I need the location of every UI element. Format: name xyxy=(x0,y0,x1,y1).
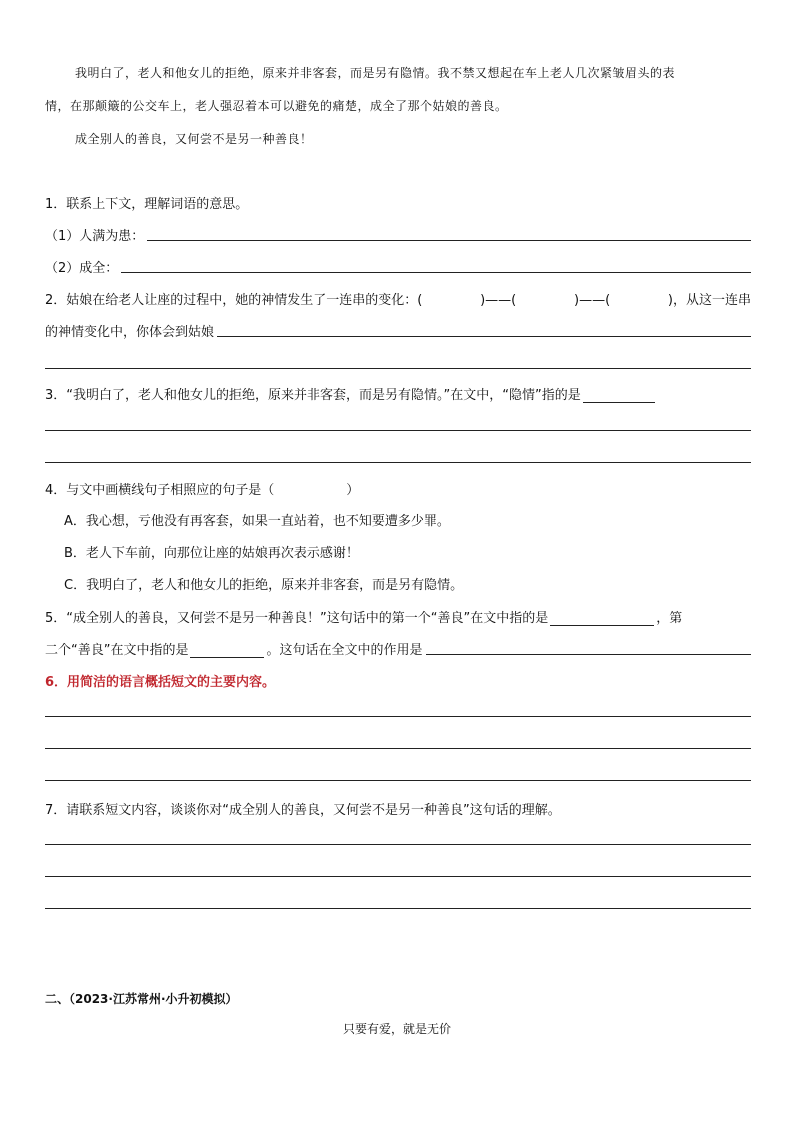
q3-text: 3．“我明白了，老人和他女儿的拒绝，原来并非客套，而是另有隐情。”在文中，“隐情”指的是 xyxy=(45,388,581,403)
q2-answer-line-1[interactable] xyxy=(217,336,751,337)
q7-answer-line-1[interactable] xyxy=(45,844,751,845)
q6-answer-line-3[interactable] xyxy=(45,780,751,781)
q5-text-2: ，第 xyxy=(656,611,683,626)
q6-answer-line-1[interactable] xyxy=(45,716,751,717)
q5-line-1 xyxy=(45,604,751,626)
passage-line-3: 成全别人的善良，又何尝不是另一种善良！ xyxy=(75,132,313,146)
q4-option-b[interactable]: B．老人下车前，向那位让座的姑娘再次表示感谢！ xyxy=(64,546,359,561)
q1-a-label: （1）人满为患： xyxy=(45,229,145,244)
q2-text-2: )——( xyxy=(480,293,517,308)
q4-option-c[interactable]: C．我明白了，老人和他女儿的拒绝，原来并非客套，而是另有隐情。 xyxy=(64,578,464,593)
section-2-title: 只要有爱，就是无价 xyxy=(342,1022,451,1036)
q1-b-answer-line[interactable] xyxy=(121,272,751,273)
q7-answer-line-2[interactable] xyxy=(45,876,751,877)
q4-option-a[interactable]: A．我心想，亏他没有再客套，如果一直站着，也不知要遭多少罪。 xyxy=(64,514,450,529)
q2-line-1 xyxy=(45,286,751,308)
q4-prompt-text: 4．与文中画横线句子相照应的句子是（ xyxy=(45,483,275,498)
q7-prompt xyxy=(45,796,751,818)
q3-blank[interactable] xyxy=(583,401,655,403)
q5-answer-line[interactable] xyxy=(426,654,752,655)
q1-a xyxy=(45,222,751,244)
q2-answer-line-2[interactable] xyxy=(45,368,751,369)
passage-line-1: 我明白了，老人和他女儿的拒绝，原来并非客套，而是另有隐情。我不禁又想起在车上老人几次紧皱眉头的表 xyxy=(75,66,676,80)
q2-text-3: )——( xyxy=(574,293,611,308)
q2-line-2 xyxy=(45,318,751,340)
q2-text-5: 的神情变化中，你体会到姑娘 xyxy=(45,325,215,340)
q2-text-4: )，从这一连串 xyxy=(667,293,751,308)
passage-line-2: 情，在那颠簸的公交车上，老人强忍着本可以避免的痛楚，成全了那个姑娘的善良。 xyxy=(45,99,508,113)
q5-text-3: 二个“善良”在文中指的是 xyxy=(45,643,189,658)
q1-a-answer-line[interactable] xyxy=(147,240,751,241)
q5-text-1: 5．“成全别人的善良，又何尝不是另一种善良！”这句话中的第一个“善良”在文中指的是 xyxy=(45,611,549,626)
q2-text-1: 2．姑娘在给老人让座的过程中，她的神情发生了一连串的变化：( xyxy=(45,293,423,308)
q6-text: 6．用简洁的语言概括短文的主要内容。 xyxy=(45,675,276,690)
q1-b xyxy=(45,254,751,276)
section-2-heading-text: 二、（2023·江苏常州·小升初模拟） xyxy=(45,992,238,1006)
q3-line xyxy=(45,381,751,403)
q7-text: 7．请联系短文内容，谈谈你对“成全别人的善良，又何尝不是另一种善良”这句话的理解。 xyxy=(45,803,561,818)
q4-prompt-close: ） xyxy=(346,483,360,498)
q4-prompt xyxy=(45,476,751,498)
q5-text-4: 。这句话在全文中的作用是 xyxy=(266,643,423,658)
section-2-heading xyxy=(45,985,751,1007)
q6-prompt xyxy=(45,668,751,690)
q6-answer-line-2[interactable] xyxy=(45,748,751,749)
q5-blank-2[interactable] xyxy=(190,656,264,658)
q3-answer-line-2[interactable] xyxy=(45,462,751,463)
q7-answer-line-3[interactable] xyxy=(45,908,751,909)
q1-prompt-text: 1．联系上下文，理解词语的意思。 xyxy=(45,197,249,212)
q1-prompt xyxy=(45,190,751,212)
q1-b-label: （2）成全： xyxy=(45,261,119,276)
q5-blank-1[interactable] xyxy=(550,624,654,626)
q3-answer-line-1[interactable] xyxy=(45,430,751,431)
q5-line-2 xyxy=(45,636,751,658)
